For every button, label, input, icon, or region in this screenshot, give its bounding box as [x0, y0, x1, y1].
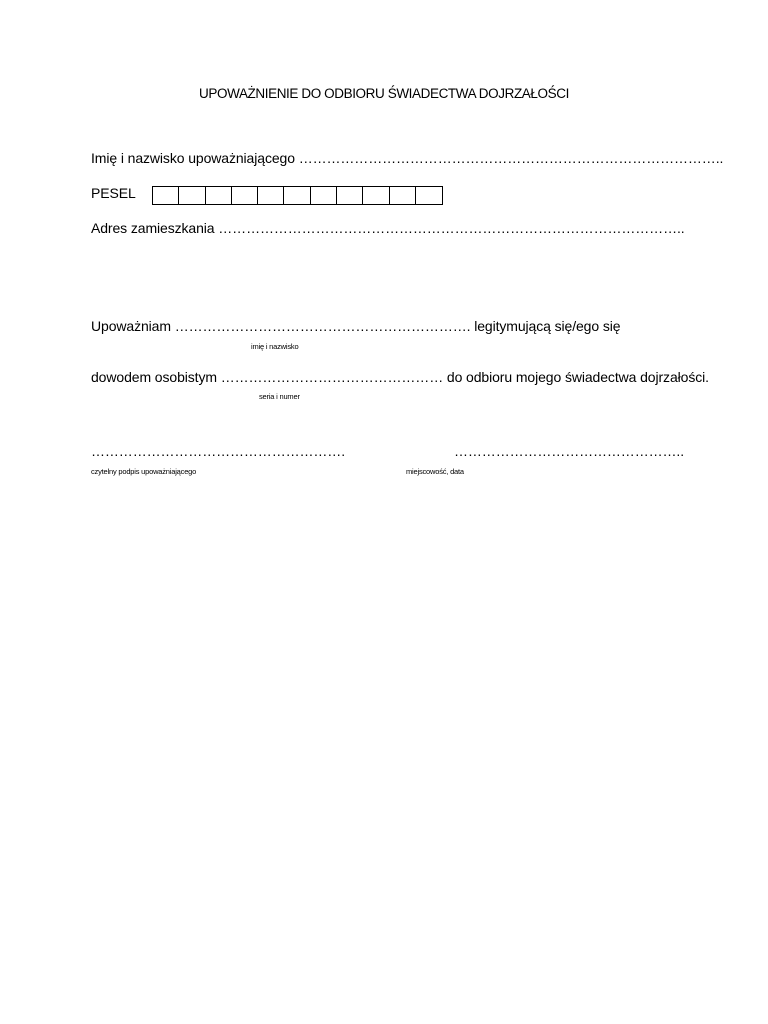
pesel-digit-box[interactable] — [153, 187, 179, 204]
pesel-digit-box[interactable] — [416, 187, 442, 204]
id-document-line: dowodem osobistym ………………………………………… do odbioru mojego świadectwa dojrzałości. — [91, 369, 709, 385]
pesel-digit-box[interactable] — [258, 187, 284, 204]
pesel-digit-box[interactable] — [206, 187, 232, 204]
pesel-input-grid[interactable] — [152, 186, 443, 205]
signature-line: ………………………………………………. — [91, 443, 345, 459]
pesel-digit-box[interactable] — [363, 187, 389, 204]
authorize-caption: imię i nazwisko — [251, 342, 299, 351]
pesel-digit-box[interactable] — [232, 187, 258, 204]
authorize-line: Upoważniam ………………………………………………………. legitymującą się/ego się — [91, 318, 621, 334]
pesel-digit-box[interactable] — [390, 187, 416, 204]
signature-caption: czytelny podpis upoważniającego — [91, 467, 197, 476]
pesel-digit-box[interactable] — [284, 187, 310, 204]
pesel-digit-box[interactable] — [337, 187, 363, 204]
pesel-label: PESEL — [91, 185, 136, 201]
document-title: UPOWAŻNIENIE DO ODBIORU ŚWIADECTWA DOJRZAŁOŚCI — [199, 86, 569, 101]
place-date-caption: miejscowość, data — [406, 467, 464, 476]
place-date-line: ………………………………………….. — [454, 443, 684, 459]
pesel-digit-box[interactable] — [311, 187, 337, 204]
id-caption: seria i numer — [259, 392, 300, 401]
address-line: Adres zamieszkania ……………………………………………………………………………………….. — [91, 220, 685, 236]
pesel-digit-box[interactable] — [179, 187, 205, 204]
principal-name-line: Imię i nazwisko upoważniającego ……………………………………………………………………………….. — [91, 150, 724, 166]
